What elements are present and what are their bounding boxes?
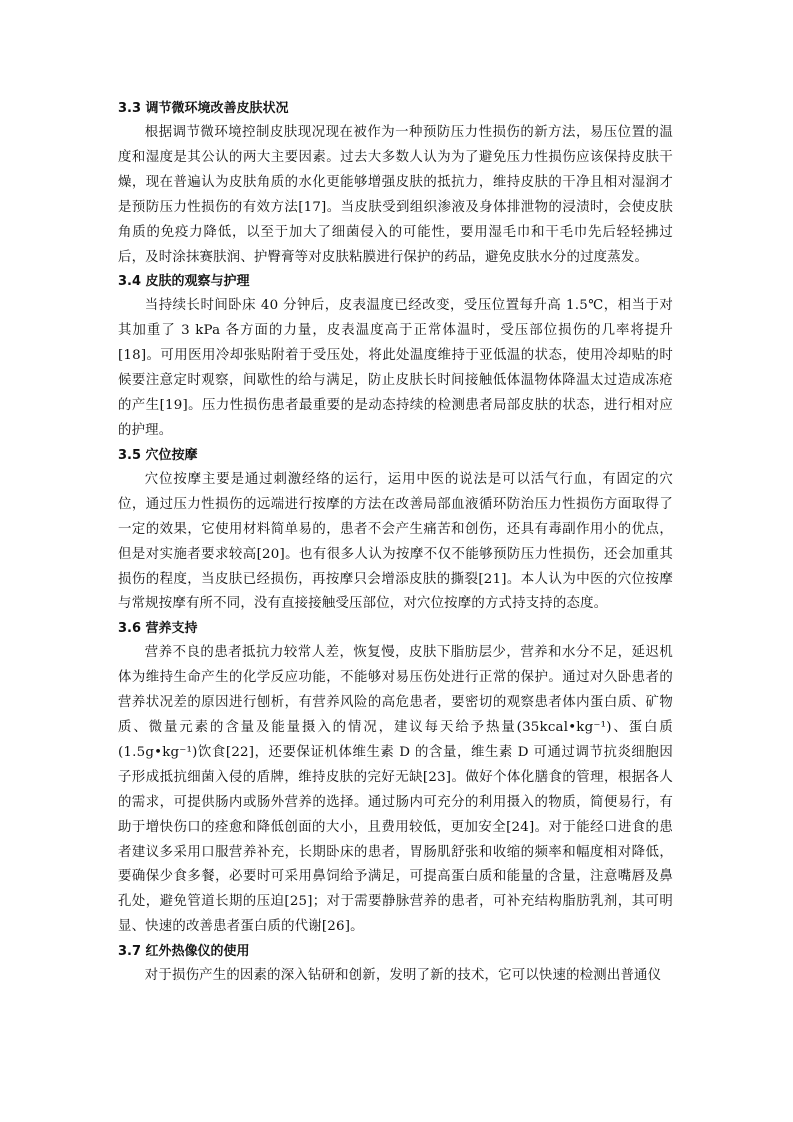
section-heading: 3.5 穴位按摩 [118,447,198,463]
section-paragraph: 营养不良的患者抵抗力较常人差，恢复慢，皮肤下脂肪层少，营养和水分不足，延迟机体为维持生命产生的化学反应功能，不能够对易压伤处进行正常的保护。通过对久卧患者的营养状况差的原因进行刨析，有营养风险的高危患者，要密切的观察患者体内蛋白质、矿物质、微量元素的含量及能量摄入的情况，建议每天给予热量(35kcal•kg⁻¹)、蛋白质(1.5g•kg⁻¹)饮食[22]，还要保证机体维生素 D 的含量，维生素 D 可通过调节抗炎细胞因子形成抵抗细菌入侵的盾牌，维持皮肤的完好无缺[23]。做好个体化膳食的管理，根据各人的需求，可提供肠内或肠外营养的选择。通过肠内可充分的利用摄入的物质，简便易行，有助于增快伤口的痊愈和降低创面的大小，且费用较低，更加安全[24]。对于能经口进食的患者建议多采用口服营养补充，长期卧床的患者，胃肠肌舒张和收缩的频率和幅度相对降低，要确保少食多餐，必要时可采用鼻饲给予满足，可提高蛋白质和能量的含量，注意嘴唇及鼻孔处，避免管道长期的压迫[25]；对于需要静脉营养的患者，可补充结构脂肪乳剂，其可明显、快速的改善患者蛋白质的代谢[26]。 [118,645,673,935]
section-3-3 [118,97,673,270]
section-heading: 3.7 红外热像仪的使用 [118,944,250,960]
section-heading: 3.6 营养支持 [118,621,198,637]
section-3-7 [118,940,673,989]
section-heading: 3.3 调节微环境改善皮肤状况 [118,101,289,116]
section-paragraph: 当持续长时间卧床 40 分钟后，皮表温度已经改变，受压位置每升高 1.5℃，相当于对其加重了 3 kPa 各方面的力量，皮表温度高于正常体温时，受压部位损伤的几率将提升[18]。可用医用冷却张贴附着于受压处，将此处温度维持于亚低温的状态，使用冷却贴的时候要注意定时观察，间歇性的给与满足，防止皮肤长时间接触低体温物体降温太过造成冻疮的产生[19]。压力性损伤患者最重要的是动态持续的检测患者局部皮肤的状态，进行相对应的护理。 [118,298,673,438]
section-3-5 [118,444,673,617]
section-paragraph: 根据调节微环境控制皮肤现况现在被作为一种预防压力性损伤的新方法，易压位置的温度和湿度是其公认的两大主要因素。过去大多数人认为为了避免压力性损伤应该保持皮肤干燥，现在普遍认为皮肤角质的水化更能够增强皮肤的抵抗力，维持皮肤的干净且相对湿润才是预防压力性损伤的有效方法[17]。当皮肤受到组织渗液及身体排泄物的浸渍时，会使皮肤角质的免疫力降低，以至于加大了细菌侵入的可能性，要用湿毛巾和干毛巾先后轻轻拂过后，及时涂抹赛肤润、护臀膏等对皮肤粘膜进行保护的药品，避免皮肤水分的过度蒸发。 [118,125,673,265]
section-3-6 [118,617,673,940]
document-body [118,97,673,989]
section-paragraph: 对于损伤产生的因素的深入钻研和创新，发明了新的技术，它可以快速的检测出普通仪 [144,968,662,984]
section-paragraph: 穴位按摩主要是通过刺激经络的运行，运用中医的说法是可以活气行血，有固定的穴位，通过压力性损伤的远端进行按摩的方法在改善局部血液循环防治压力性损伤方面取得了一定的效果，它使用材料简单易的，患者不会产生痛苦和创伤，还具有毒副作用小的优点，但是对实施者要求较高[20]。也有很多人认为按摩不仅不能够预防压力性损伤，还会加重其损伤的程度，当皮肤已经损伤，再按摩只会增添皮肤的撕裂[21]。本人认为中医的穴位按摩与常规按摩有所不同，没有直接接触受压部位，对穴位按摩的方式持支持的态度。 [118,471,673,612]
section-3-4 [118,270,673,443]
section-heading: 3.4 皮肤的观察与护理 [118,274,250,290]
